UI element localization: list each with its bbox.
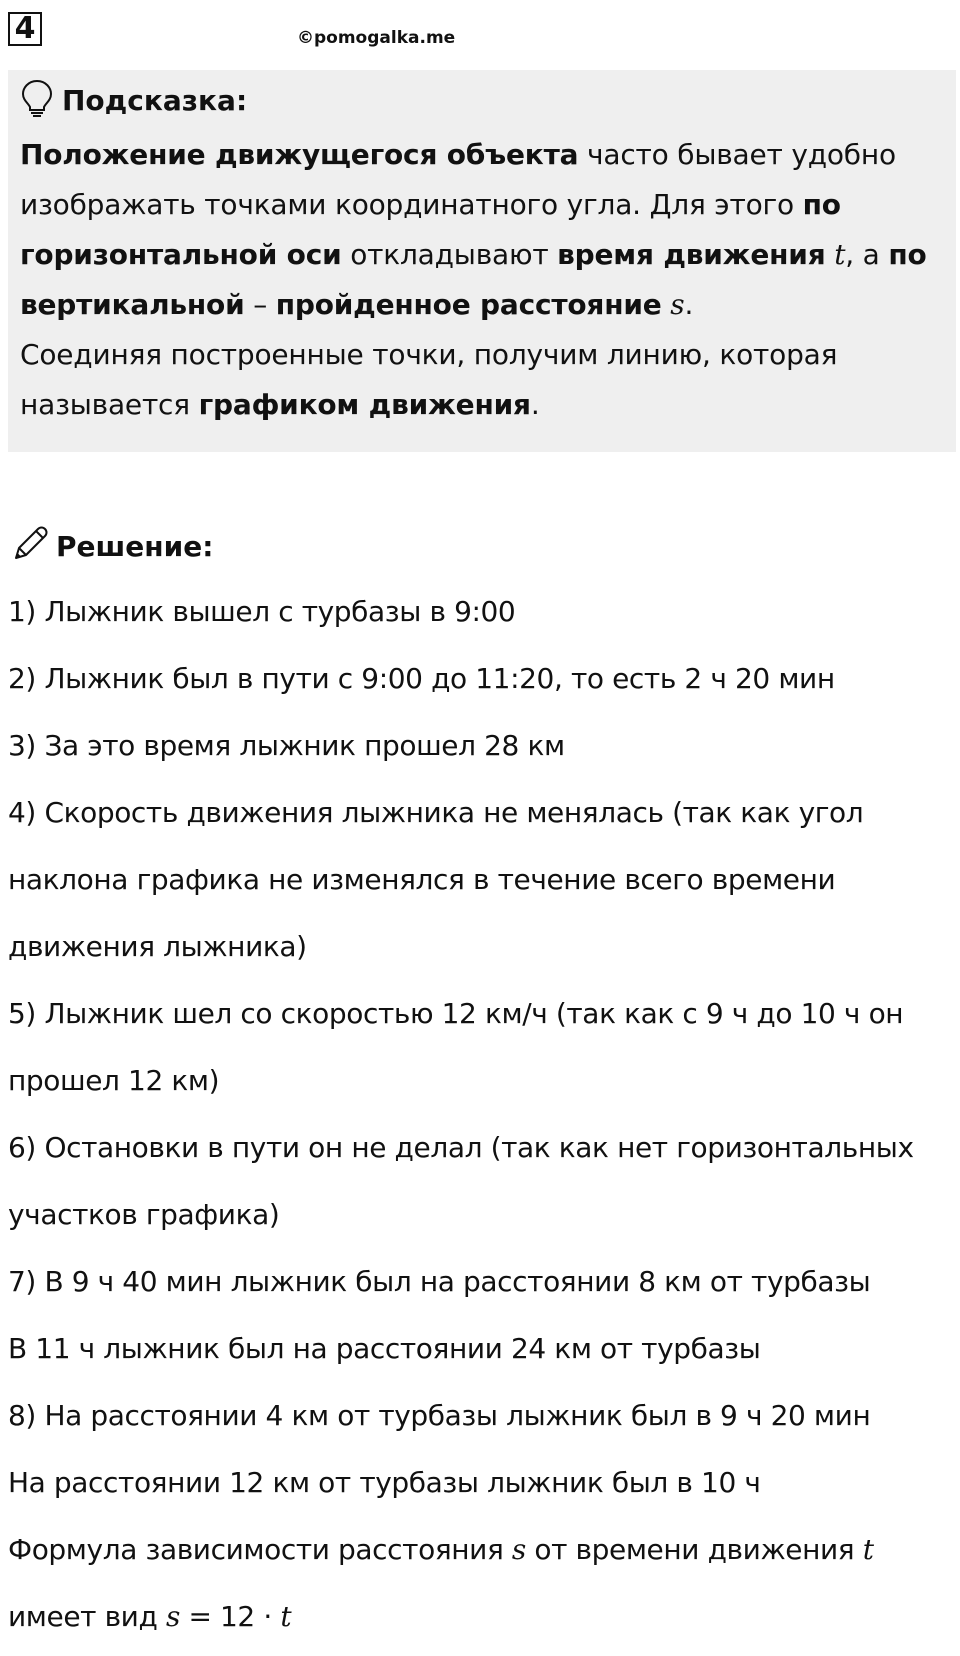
- math-var-t: t: [280, 1600, 292, 1633]
- hint-bold-text: по вертикальной: [20, 238, 927, 321]
- task-number: 4: [8, 12, 42, 46]
- solution-line: 6) Остановки в пути он не делал (так как нет горизонтальных: [8, 1131, 914, 1164]
- formula-line: [8, 1522, 956, 1589]
- hint-text-span: часто бывает удобно изображать точками координатного угла. Для этого: [20, 138, 896, 221]
- solution-header: [10, 522, 213, 570]
- hint-text: [20, 130, 944, 430]
- solution-line: В 11 ч лыжник был на расстоянии 24 км от турбазы: [8, 1332, 761, 1365]
- solution-title: Решение:: [56, 529, 214, 563]
- solution-line: прошел 12 км): [8, 1064, 220, 1097]
- formula-text: от времени движения: [525, 1533, 863, 1566]
- hint-text-span: –: [244, 288, 276, 321]
- solution-line: движения лыжника): [8, 930, 307, 963]
- watermark: ©pomogalka.me: [297, 28, 456, 48]
- solution-line: участков графика): [8, 1198, 280, 1231]
- solution-line: 3) За это время лыжник прошел 28 км: [8, 729, 565, 762]
- solution-line: На расстоянии 12 км от турбазы лыжник был в 10 ч: [8, 1466, 761, 1499]
- solution-line: 4) Скорость движения лыжника не менялась (так как угол: [8, 796, 864, 829]
- hint-text-span: Соединяя построенные точки, получим линию, которая называется: [20, 338, 838, 421]
- solution-lines: [8, 584, 956, 1656]
- hint-text-span: .: [530, 388, 540, 421]
- formula-text: имеет вид: [8, 1600, 166, 1633]
- hint-text-span: откладывают: [341, 238, 558, 271]
- lightbulb-icon: [20, 78, 54, 122]
- math-var-t: t: [862, 1533, 874, 1566]
- solution-line: 1) Лыжник вышел с турбазы в 9:00: [8, 595, 516, 628]
- math-var-s: s: [165, 1600, 180, 1633]
- formula-text: Формула зависимости расстояния: [8, 1533, 512, 1566]
- math-var-s: s: [511, 1533, 526, 1566]
- hint-bold-text: Положение движущегося объекта: [20, 138, 579, 171]
- hint-bold-text: время движения: [557, 238, 826, 271]
- formula-text: = 12 ·: [179, 1600, 281, 1633]
- hint-text-span: , а: [845, 238, 889, 271]
- hint-bold-text: по горизонтальной оси: [20, 188, 841, 271]
- hint-bold-text: графиком движения: [198, 388, 531, 421]
- hint-text-span: .: [684, 288, 694, 321]
- solution-line: 7) В 9 ч 40 мин лыжник был на расстоянии 8 км от турбазы: [8, 1265, 871, 1298]
- formula-line: [8, 1589, 956, 1656]
- math-var-s: s: [670, 288, 685, 321]
- pencil-icon: [10, 524, 50, 568]
- hint-header: [20, 76, 944, 124]
- hint-title: Подсказка:: [62, 83, 248, 117]
- solution-line: 2) Лыжник был в пути с 9:00 до 11:20, то есть 2 ч 20 мин: [8, 662, 835, 695]
- hint-bold-text: пройденное расстояние: [275, 288, 662, 321]
- math-var-t: t: [834, 238, 846, 271]
- hint-box: [8, 70, 956, 452]
- solution-line: наклона графика не изменялся в течение всего времени: [8, 863, 836, 896]
- solution-line: 8) На расстоянии 4 км от турбазы лыжник был в 9 ч 20 мин: [8, 1399, 871, 1432]
- solution-line: 5) Лыжник шел со скоростью 12 км/ч (так как с 9 ч до 10 ч он: [8, 997, 904, 1030]
